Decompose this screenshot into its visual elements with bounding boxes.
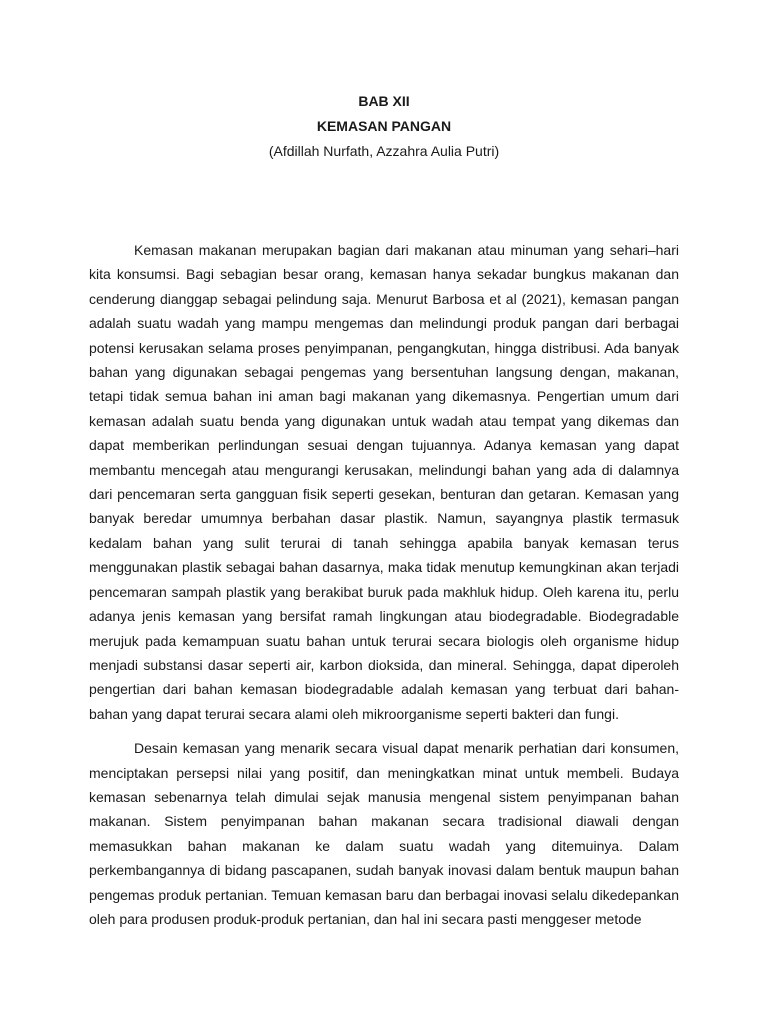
chapter-authors: (Afdillah Nurfath, Azzahra Aulia Putri) bbox=[268, 143, 500, 159]
chapter-number: BAB XII bbox=[358, 93, 410, 109]
body-text bbox=[89, 238, 679, 941]
chapter-title: KEMASAN PANGAN bbox=[316, 118, 452, 134]
paragraph: Kemasan makanan merupakan bagian dari makanan atau minuman yang sehari–hari kita konsumsi. Bagi sebagian besar orang, kemasan hanya sekadar bungkus makanan dan cenderung dianggap sebagai pelindung saja. Menurut Barbosa et al (2021), kemasan pangan adalah suatu wadah yang mampu mengemas dan melindungi produk pangan dari berbagai potensi kerusakan selama proses penyimpanan, pengangkutan, hingga distribusi. Ada banyak bahan yang digunakan sebagai pengemas yang bersentuhan langsung dengan, makanan, tetapi tidak semua bahan ini aman bagi makanan yang dikemasnya. Pengertian umum dari kemasan adalah suatu benda yang digunakan untuk wadah atau tempat yang dikemas dan dapat memberikan perlindungan sesuai dengan tujuannya. Adanya kemasan yang dapat membantu mencegah atau mengurangi kerusakan, melindungi bahan yang ada di dalamnya dari pencemaran serta gangguan fisik seperti gesekan, benturan dan getaran. Kemasan yang banyak beredar umumnya berbahan dasar plastik. Namun, sayangnya plastik termasuk kedalam bahan yang sulit terurai di tanah sehingga apabila banyak kemasan terus menggunakan plastik sebagai bahan dasarnya, maka tidak menutup kemungkinan akan terjadi pencemaran sampah plastik yang berakibat buruk pada makhluk hidup. Oleh karena itu, perlu adanya jenis kemasan yang bersifat ramah lingkungan atau biodegradable. Biodegradable merujuk pada kemampuan suatu bahan untuk terurai secara biologis oleh organisme hidup menjadi substansi dasar seperti air, karbon dioksida, dan mineral. Sehingga, dapat diperoleh pengertian dari bahan kemasan biodegradable adalah kemasan yang terbuat dari bahan-bahan yang dapat terurai secara alami oleh mikroorganisme seperti bakteri dan fungi. bbox=[89, 242, 679, 722]
paragraph: Desain kemasan yang menarik secara visual dapat menarik perhatian dari konsumen, menciptakan persepsi nilai yang positif, dan meningkatkan minat untuk membeli. Budaya kemasan sebenarnya telah dimulai sejak manusia mengenal sistem penyimpanan bahan makanan. Sistem penyimpanan bahan makanan secara tradisional diawali dengan memasukkan bahan makanan ke dalam suatu wadah yang ditemuinya. Dalam perkembangannya di bidang pascapanen, sudah banyak inovasi dalam bentuk maupun bahan pengemas produk pertanian. Temuan kemasan baru dan berbagai inovasi selalu dikedepankan oleh para produsen produk-produk pertanian, dan hal ini secara pasti menggeser metode bbox=[89, 740, 679, 927]
